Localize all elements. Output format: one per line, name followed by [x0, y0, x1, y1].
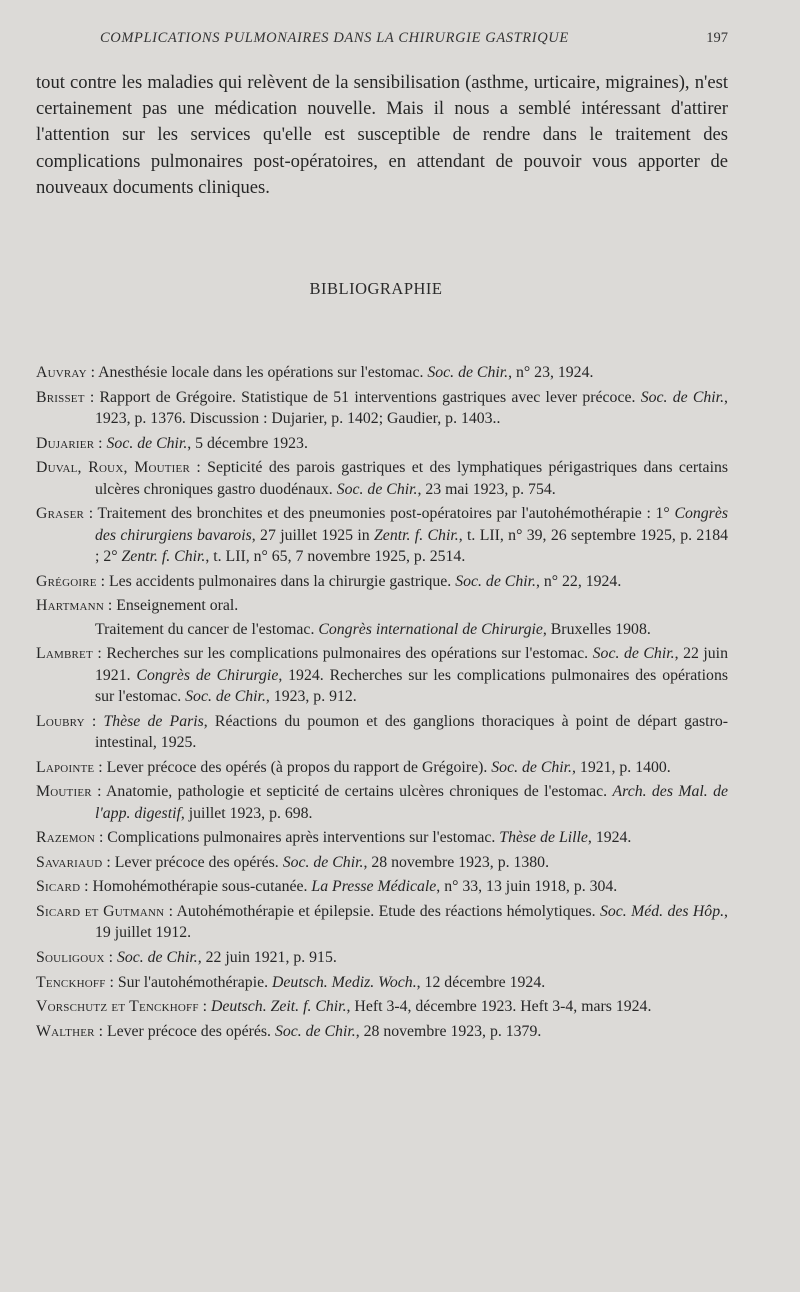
entry-journal: Thèse de Lille: [499, 829, 588, 847]
entry-author: Auvray: [36, 364, 87, 381]
bibliography-entry: [36, 362, 728, 383]
entry-author: Dujarier: [36, 434, 95, 452]
entry-text: : Anatomie, pathologie et septicité de certains ulcères chroniques de l'estomac.: [91, 783, 613, 801]
running-title: COMPLICATIONS PULMONAIRES DANS LA CHIRURGIE GASTRIQUE: [100, 30, 569, 46]
entry-author: Lambret: [36, 645, 93, 663]
entry-journal: Soc. de Chir.: [106, 434, 188, 452]
entry-text: : Autohémothérapie et épilepsie. Etude des réactions hémolytiques.: [164, 902, 600, 920]
bibliography-entry: [36, 781, 728, 824]
entry-text: :: [94, 434, 107, 452]
entry-text: : Lever précoce des opérés (à propos du rapport de Grégoire).: [94, 758, 492, 776]
entry-text: , 1923, p. 1376. Discussion : Dujarier, p. 1402; Gaudier, p. 1403..: [95, 388, 728, 427]
entry-text: , 22 juin 1921.: [95, 645, 728, 684]
entry-text: :: [104, 948, 117, 966]
entry-journal: Congrès international de Chirurgie: [318, 620, 543, 638]
entry-journal: Soc. de Chir.: [427, 364, 509, 381]
entry-text: , 12 décembre 1924.: [416, 973, 546, 991]
running-head: [100, 30, 728, 47]
entry-text: : Recherches sur les complications pulmonaires des opérations sur l'estomac.: [92, 645, 593, 663]
entry-text: : Anesthésie locale dans les opérations sur l'estomac.: [86, 364, 428, 381]
entry-text: :: [84, 712, 104, 730]
entry-journal: Zentr. f. Chir.: [374, 526, 459, 544]
entry-text: , t. LII, n° 39, 26 septembre 1925, p. 2184 ; 2°: [95, 526, 728, 565]
bibliography-list: [36, 362, 728, 1045]
intro-paragraph: tout contre les maladies qui relèvent de la sensibilisation (asthme, urticaire, migraines), n'est certainement pas une médication nouvelle. Mais il nous a semblé intéressant d'attirer l'attention sur les services qu'elle est susceptible de rendre dans le traitement des complications pulmonaires post-opératoires, en attendant de pouvoir vous apporter de nouveaux documents cliniques.: [36, 72, 728, 198]
entry-text: , 22 juin 1921, p. 915.: [197, 948, 337, 966]
entry-text: , 23 mai 1923, p. 754.: [417, 480, 556, 498]
entry-text: : Complications pulmonaires après interventions sur l'estomac.: [95, 829, 500, 847]
entry-journal: Soc. de Chir.: [640, 388, 725, 406]
entry-journal: Deutsch. Zeit. f. Chir.: [210, 998, 347, 1016]
bibliography-heading: BIBLIOGRAPHIE: [309, 279, 443, 298]
entry-author: Hartmann: [36, 597, 104, 615]
entry-text: , t. LII, n° 65, 7 novembre 1925, p. 2514.: [205, 548, 466, 565]
entry-text: , 5 décembre 1923.: [187, 434, 308, 452]
bibliography-entry: [36, 387, 728, 430]
entry-text: : Lever précoce des opérés.: [102, 853, 283, 871]
bibliography-entry: [36, 901, 728, 944]
entry-journal: Soc. de Chir.: [185, 688, 266, 705]
bibliography-entry: [36, 457, 728, 500]
bibliography-entry: [36, 996, 728, 1017]
bibliography-entry: [36, 503, 728, 567]
entry-text: : Rapport de Grégoire. Statistique de 51 interventions gastriques avec lever précoce.: [84, 388, 641, 406]
entry-author: Lapointe: [36, 758, 95, 776]
entry-author: Vorschutz et Tenckhoff: [36, 998, 199, 1016]
entry-journal: Soc. de Chir.: [336, 480, 418, 498]
entry-text: , 28 novembre 1923, p. 1380.: [363, 853, 550, 871]
entry-author: Grégoire: [36, 572, 97, 590]
entry-text: : Homohémothérapie sous-cutanée.: [80, 878, 312, 896]
bibliography-entry: [36, 595, 728, 640]
intro-text: [36, 70, 728, 201]
bibliography-entry: [36, 433, 728, 454]
entry-text: , Bruxelles 1908.: [542, 620, 651, 638]
entry-text: , Heft 3-4, décembre 1923. Heft 3-4, mars 1924.: [346, 998, 652, 1016]
entry-author: Graser: [36, 505, 85, 523]
entry-journal: Soc. de Chir.: [116, 948, 198, 966]
entry-author: Sicard: [36, 878, 81, 896]
entry-journal: Zentr. f. Chir.: [121, 548, 206, 565]
page-number: 197: [706, 30, 728, 46]
entry-subline: [95, 619, 728, 640]
bibliography-entry: [36, 757, 728, 778]
entry-journal: Soc. de Chir.: [274, 1022, 356, 1040]
bibliography-entry: [36, 852, 728, 873]
entry-journal: Congrès de Chirurgie: [136, 666, 279, 684]
entry-journal: La Presse Médicale: [311, 878, 437, 896]
entry-text: : Traitement des bronchites et des pneumonies post-opératoires par l'autohémothérapie : 1°: [84, 505, 675, 523]
entry-text: : Lever précoce des opérés.: [94, 1022, 275, 1040]
entry-author: Brisset: [36, 388, 85, 406]
entry-author: Loubry: [36, 712, 85, 730]
entry-author: Sicard et Gutmann: [36, 902, 165, 920]
entry-text: , 1924. Recherches sur les complications pulmonaires des opérations sur l'estomac.: [95, 666, 729, 705]
entry-text: , 1924.: [587, 829, 632, 847]
entry-author: Razemon: [36, 829, 95, 847]
entry-journal: Soc. Méd. des Hôp.: [600, 902, 725, 920]
entry-journal: Deutsch. Mediz. Woch.: [272, 973, 417, 991]
entry-text: , n° 22, 1924.: [535, 572, 622, 590]
entry-journal: Congrès des chirurgiens bavarois: [95, 505, 728, 544]
entry-text: , n° 23, 1924.: [508, 364, 594, 381]
bibliography-entry: [36, 711, 728, 754]
bibliography-entry: [36, 947, 728, 968]
entry-author: Moutier: [36, 783, 92, 801]
bibliography-entry: [36, 827, 728, 848]
entry-text: , 1921, p. 1400.: [572, 758, 671, 776]
entry-text: , 27 juillet 1925 in: [251, 526, 375, 544]
entry-author: Duval, Roux, Moutier: [36, 459, 190, 477]
bibliography-entry: [36, 643, 728, 707]
entry-text: , 19 juillet 1912.: [95, 902, 728, 942]
bibliography-entry: [36, 972, 728, 993]
entry-text: , 28 novembre 1923, p. 1379.: [355, 1022, 542, 1040]
entry-author: Walther: [36, 1022, 95, 1040]
entry-text: , 1923, p. 912.: [265, 688, 357, 705]
entry-text: Traitement du cancer de l'estomac.: [95, 620, 319, 638]
entry-text: : Les accidents pulmonaires dans la chirurgie gastrique.: [96, 572, 456, 590]
entry-journal: Soc. de Chir.: [592, 645, 675, 663]
bibliography-entry: [36, 876, 728, 897]
entry-journal: Soc. de Chir.: [455, 572, 536, 590]
entry-journal: Thèse de Paris: [103, 712, 204, 730]
entry-journal: Arch. des Mal. de l'app. digestif: [95, 783, 728, 822]
entry-text: : Septicité des parois gastriques et des lymphatiques périgastriques dans certains ulcères chroniques gastro duodénaux.: [95, 459, 729, 498]
bibliography-entry: [36, 571, 728, 592]
bibliography-entry: [36, 1021, 728, 1042]
entry-text: : Sur l'autohémothérapie.: [105, 973, 273, 991]
entry-author: Souligoux: [36, 948, 105, 966]
entry-text: , juillet 1923, p. 698.: [180, 804, 313, 822]
entry-author: Tenckhoff: [36, 973, 106, 991]
entry-text: :: [198, 998, 211, 1016]
entry-journal: Soc. de Chir.: [282, 853, 364, 871]
entry-text: , Réactions du poumon et des ganglions thoraciques à point de départ gastro-intestinal, 1925.: [95, 712, 728, 751]
entry-text: : Enseignement oral.: [103, 597, 239, 615]
entry-journal: Soc. de Chir.: [491, 758, 573, 776]
entry-text: , n° 33, 13 juin 1918, p. 304.: [436, 878, 618, 896]
entry-author: Savariaud: [36, 853, 103, 871]
